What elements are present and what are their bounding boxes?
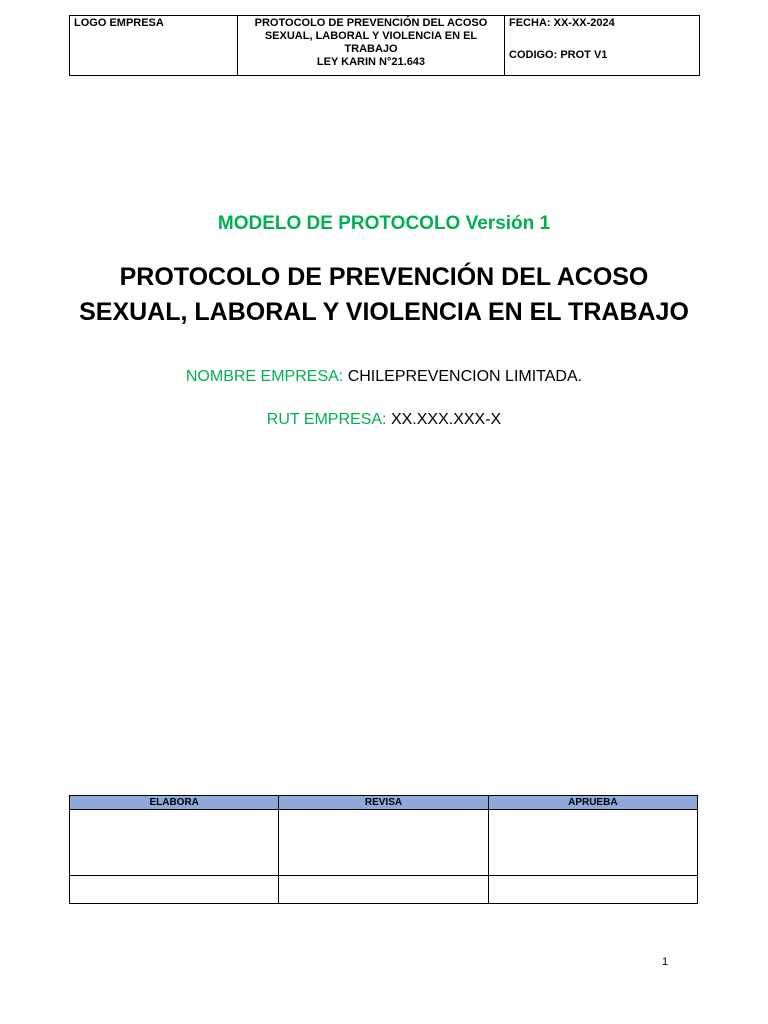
name-cell-elabora: [70, 876, 279, 904]
name-cell-revisa: [279, 876, 488, 904]
company-name-value: CHILEPREVENCION LIMITADA.: [347, 368, 583, 385]
header-protocol-line: PROTOCOLO DE PREVENCIÓN DEL ACOSO: [254, 17, 488, 29]
page-number: 1: [662, 956, 669, 968]
document-title-line: PROTOCOLO DE PREVENCIÓN DEL ACOSO: [119, 263, 649, 291]
approval-table: [69, 795, 698, 904]
company-rut-value: XX.XXX.XXX-X: [390, 411, 502, 428]
date-code-cell: [505, 16, 700, 76]
header-law-line: LEY KARIN N°21.643: [316, 56, 426, 68]
approval-header-revisa: REVISA: [279, 796, 488, 810]
company-name-label: NOMBRE EMPRESA:: [185, 368, 344, 385]
date-text: FECHA: XX-XX-2024: [509, 17, 615, 29]
approval-header-elabora: ELABORA: [70, 796, 279, 810]
company-rut-line: [0, 411, 768, 429]
approval-header-aprueba: APRUEBA: [488, 796, 697, 810]
name-cell-aprueba: [488, 876, 697, 904]
signature-cell-elabora: [70, 810, 279, 876]
document-header-table: [69, 15, 700, 76]
logo-text: LOGO EMPRESA: [74, 17, 164, 29]
logo-cell: [70, 16, 238, 76]
signature-cell-revisa: [279, 810, 488, 876]
model-version-subtitle: MODELO DE PROTOCOLO Versión 1: [217, 213, 551, 234]
document-title-line: SEXUAL, LABORAL Y VIOLENCIA EN EL TRABAJO: [79, 298, 689, 326]
company-name-line: [0, 368, 768, 386]
company-rut-label: RUT EMPRESA:: [266, 411, 387, 428]
code-text: CODIGO: PROT V1: [509, 49, 608, 61]
signature-cell-aprueba: [488, 810, 697, 876]
document-title: [40, 260, 728, 330]
protocol-title-cell: [238, 16, 505, 76]
header-protocol-line: SEXUAL, LABORAL Y VIOLENCIA EN EL: [264, 30, 478, 42]
header-protocol-line: TRABAJO: [344, 43, 398, 55]
